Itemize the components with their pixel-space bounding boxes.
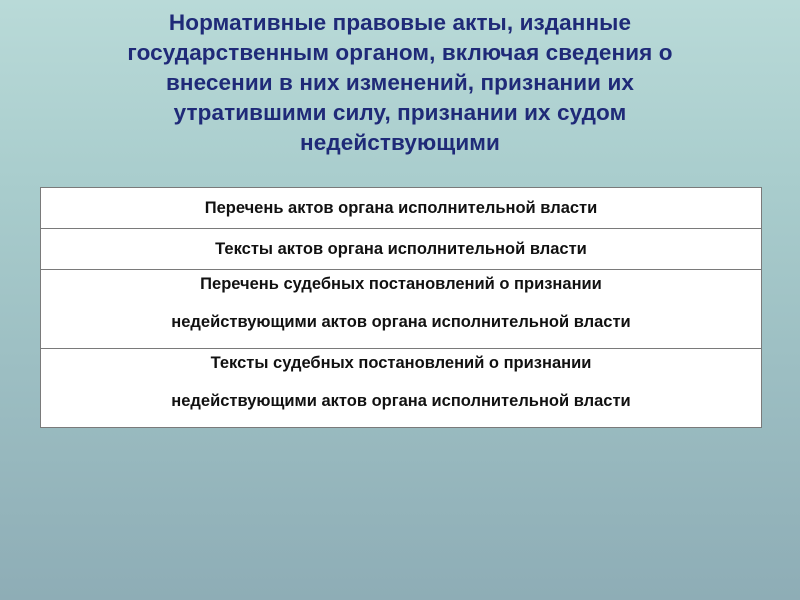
documents-table [40, 187, 762, 428]
cell-text-line: недействующими актов органа исполнительной власти [171, 313, 631, 331]
title-line: недействующими [300, 130, 500, 155]
table-cell [41, 349, 762, 428]
table-row [41, 229, 762, 270]
title-line: государственным органом, включая сведения о [127, 40, 673, 65]
cell-text-line: недействующими актов органа исполнительной власти [171, 392, 631, 410]
table-row [41, 349, 762, 428]
table-cell [41, 229, 762, 270]
slide-title [60, 8, 740, 158]
cell-text: Перечень актов органа исполнительной власти [204, 199, 598, 217]
table-row [41, 270, 762, 349]
cell-text-line: Перечень судебных постановлений о признании [200, 275, 602, 293]
table-row [41, 188, 762, 229]
cell-text: Тексты актов органа исполнительной власти [215, 240, 587, 258]
table-cell [41, 270, 762, 349]
cell-text-line: Тексты судебных постановлений о признании [210, 354, 592, 372]
table-cell [41, 188, 762, 229]
title-line: утратившими силу, признании их судом [173, 100, 627, 125]
title-line: внесении в них изменений, признании их [165, 70, 635, 95]
title-line: Нормативные правовые акты, изданные [168, 10, 632, 35]
